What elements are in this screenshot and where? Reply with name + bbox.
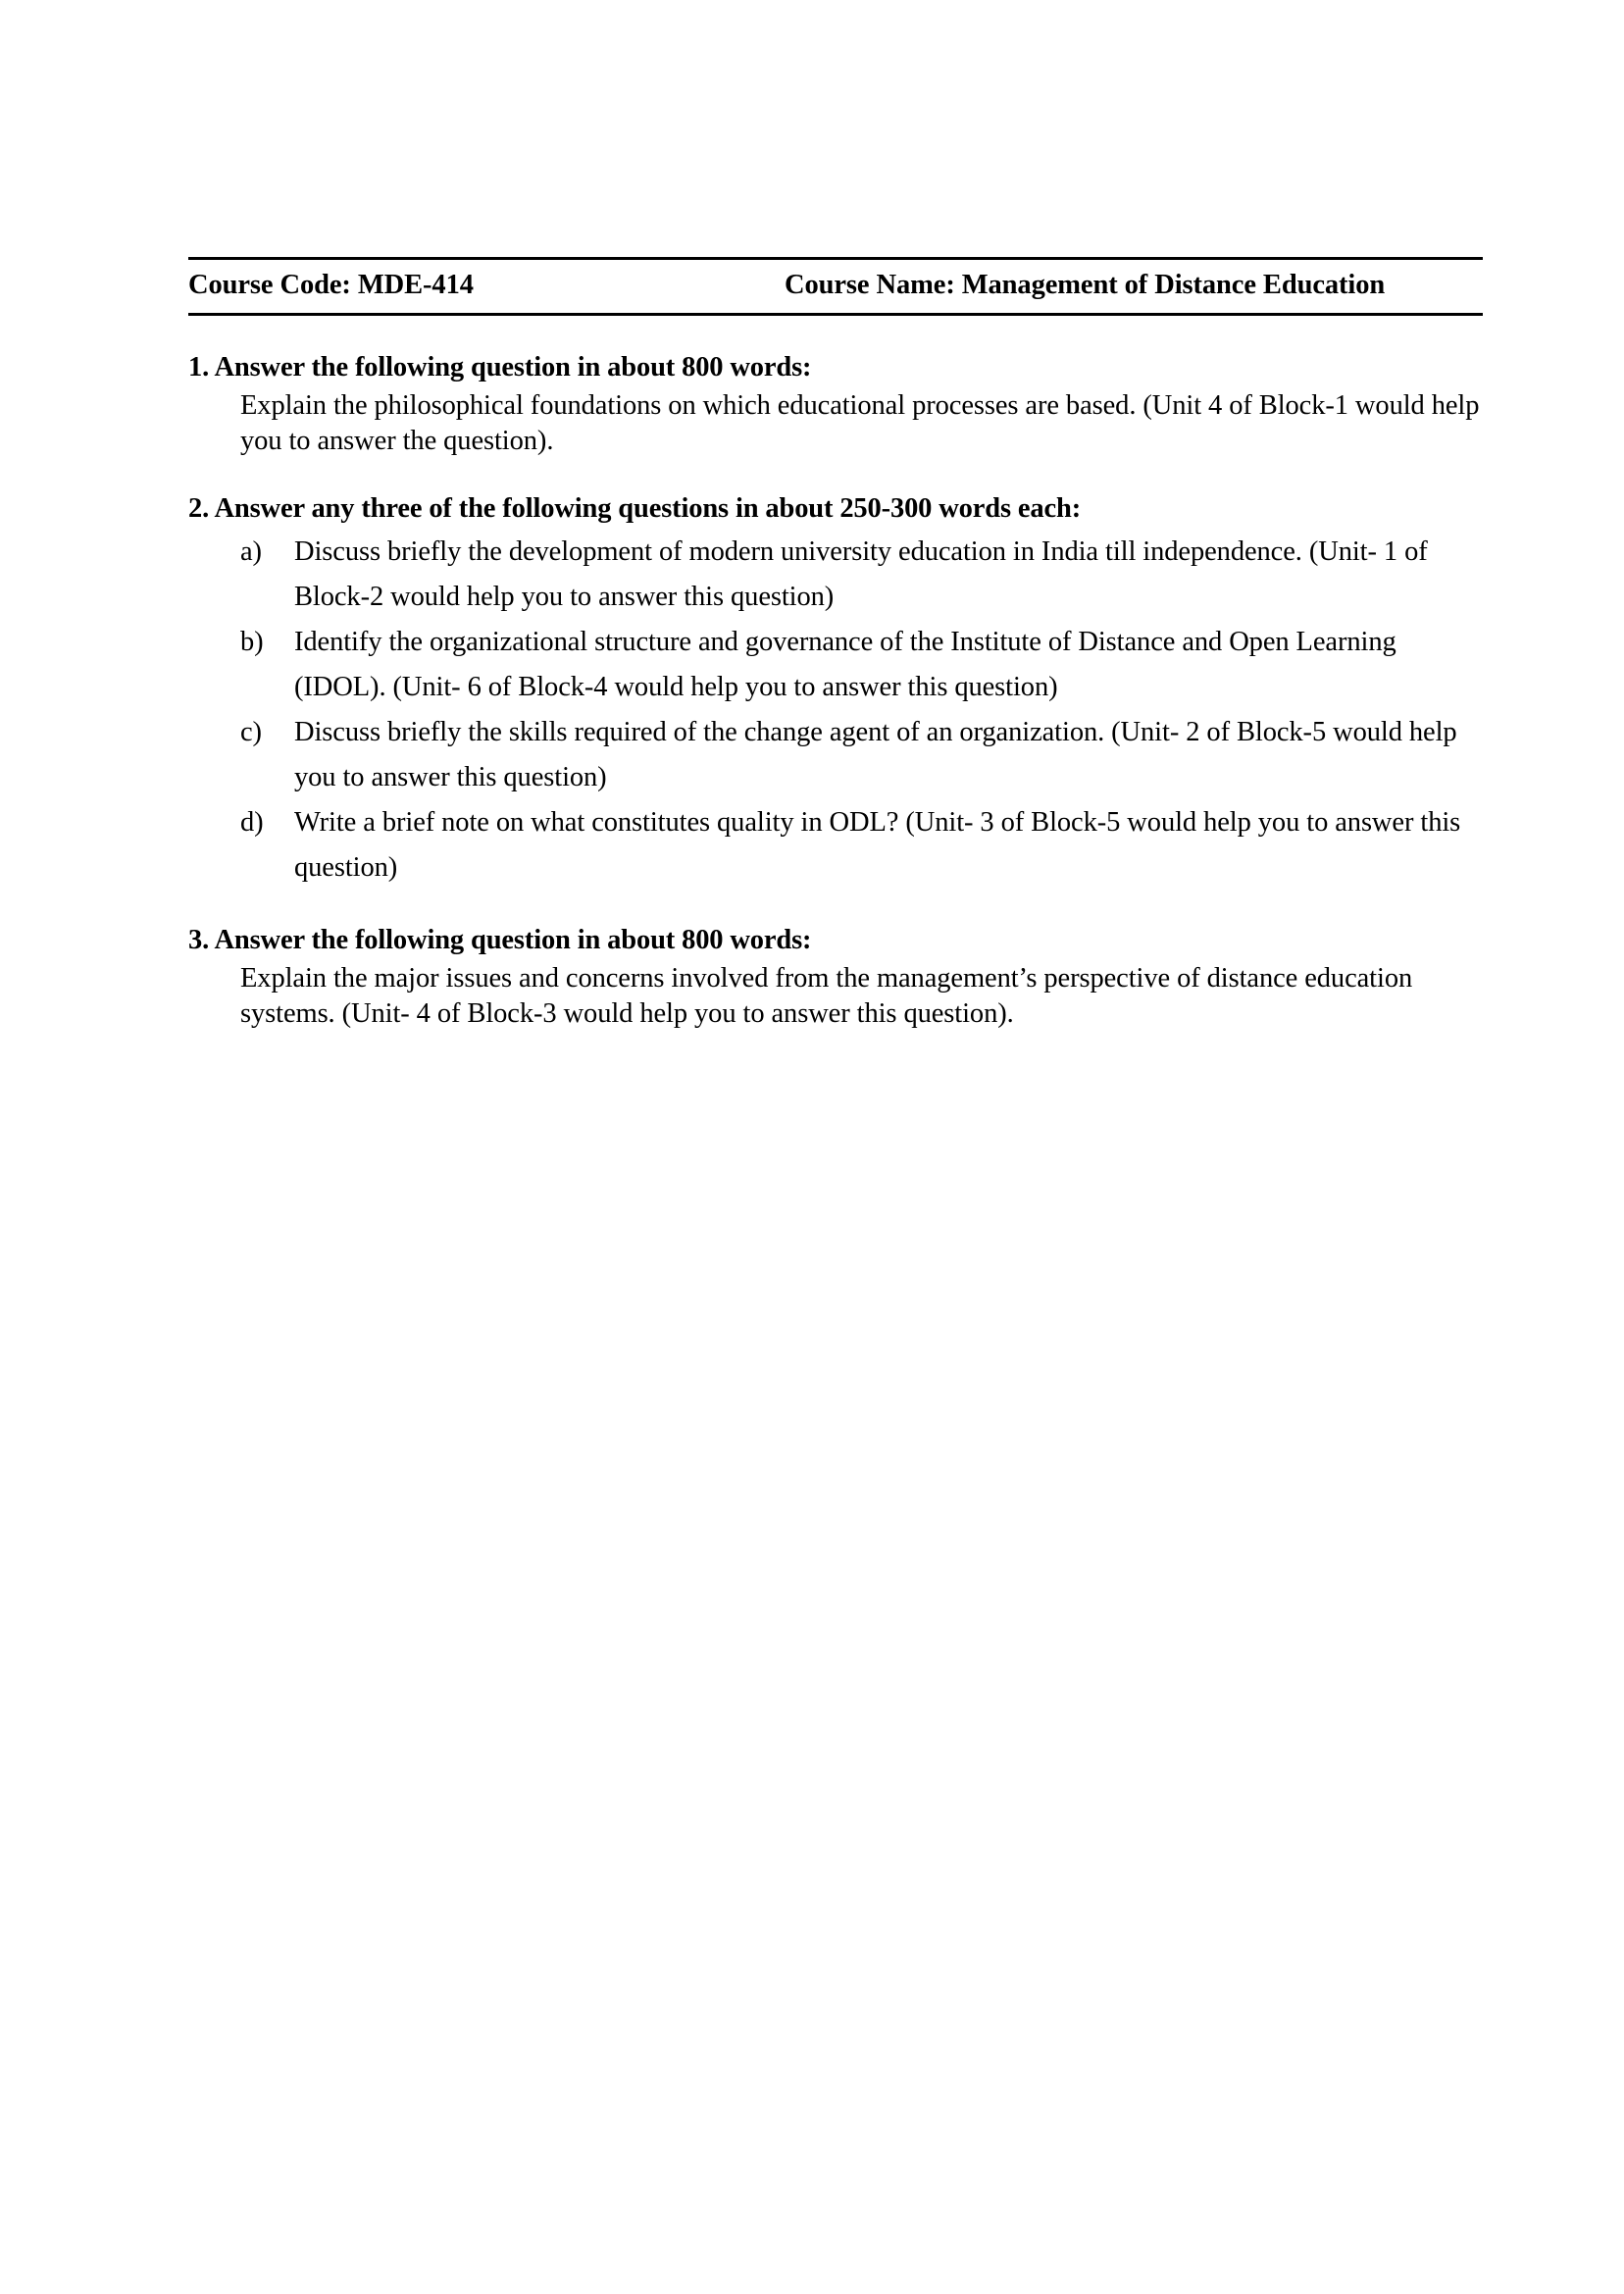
list-item xyxy=(188,620,1483,710)
question-2-list xyxy=(188,530,1483,891)
course-name-label: Course Name: Management of Distance Education xyxy=(785,270,1386,300)
question-1-body: Explain the philosophical foundations on which educational processes are based. (Unit 4 of Block-1 would help you to answer the question). xyxy=(240,390,1480,456)
question-block-1 xyxy=(188,351,1483,459)
question-block-3 xyxy=(188,924,1483,1032)
list-marker-c: c) xyxy=(240,717,262,747)
list-marker-a: a) xyxy=(240,536,262,567)
list-item-text-b: Identify the organizational structure and governance of the Institute of Distance and Open Learning (IDOL). (Unit- 6 of Block-4 would help you to answer this question) xyxy=(294,627,1396,702)
list-item-text-c: Discuss briefly the skills required of the change agent of an organization. (Unit- 2 of Block-5 would help you to answer this question) xyxy=(294,717,1457,792)
document-content xyxy=(188,257,1483,1032)
course-code-label: Course Code: MDE-414 xyxy=(188,270,474,300)
question-block-2 xyxy=(188,492,1483,891)
list-item xyxy=(188,800,1483,891)
list-item xyxy=(188,710,1483,800)
list-item-text-d: Write a brief note on what constitutes quality in ODL? (Unit- 3 of Block-5 would help you to answer this question) xyxy=(294,807,1461,883)
document-header xyxy=(188,257,1483,316)
list-item xyxy=(188,530,1483,620)
question-3-body: Explain the major issues and concerns involved from the management’s perspective of distance education systems. (Unit- 4 of Block-3 would help you to answer this question). xyxy=(240,963,1413,1029)
list-marker-d: d) xyxy=(240,807,264,838)
list-marker-b: b) xyxy=(240,627,264,657)
question-1-heading: 1. Answer the following question in about 800 words: xyxy=(188,352,812,382)
question-3-heading: 3. Answer the following question in about 800 words: xyxy=(188,925,812,955)
list-item-text-a: Discuss briefly the development of modern university education in India till independence. (Unit- 1 of Block-2 would help you to answer this question) xyxy=(294,536,1428,612)
question-2-heading: 2. Answer any three of the following questions in about 250-300 words each: xyxy=(188,493,1082,524)
